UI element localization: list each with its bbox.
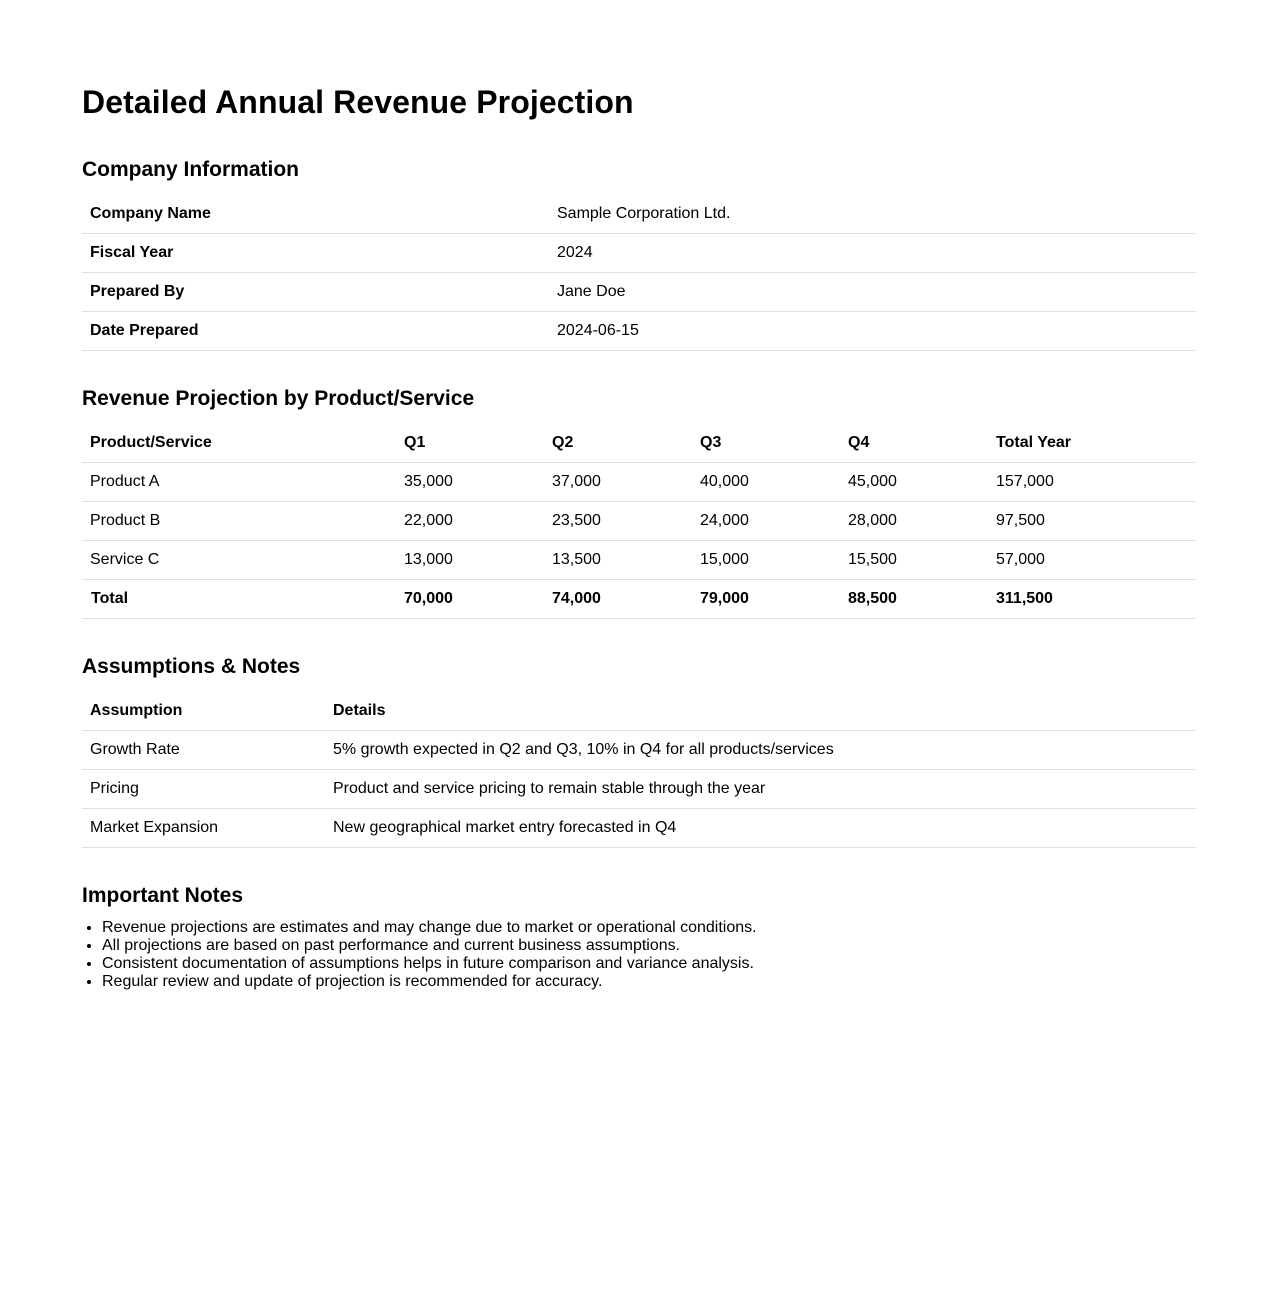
company-name-label: Company Name — [82, 195, 549, 234]
cell-total-year: 57,000 — [988, 541, 1196, 580]
revenue-heading: Revenue Projection by Product/Service — [82, 387, 475, 410]
list-item: • Revenue projections are estimates and may change due to market or operational conditions. — [102, 919, 1196, 937]
cell-total-year: 97,500 — [988, 502, 1196, 541]
cell-assumption: Growth Rate — [82, 731, 325, 770]
cell-assumption: Pricing — [82, 770, 325, 809]
cell-q2: 23,500 — [544, 502, 692, 541]
cell-assumption: Market Expansion — [82, 809, 325, 848]
table-row — [82, 234, 1196, 273]
table-row — [82, 731, 1196, 770]
list-item: • Consistent documentation of assumptions helps in future comparison and variance analysis. — [102, 955, 1196, 973]
table-row — [82, 541, 1196, 580]
cell-details: New geographical market entry forecasted in Q4 — [325, 809, 1196, 848]
list-item: • All projections are based on past performance and current business assumptions. — [102, 937, 1196, 955]
total-label: Total — [82, 580, 396, 619]
total-q4: 88,500 — [840, 580, 988, 619]
fiscal-year-value: 2024 — [549, 234, 1196, 273]
assumptions-table — [82, 692, 1196, 848]
assumptions-heading: Assumptions & Notes — [82, 655, 301, 678]
cell-q3: 40,000 — [692, 463, 840, 502]
column-header-q1: Q1 — [396, 424, 544, 463]
cell-q2: 13,500 — [544, 541, 692, 580]
table-header-row — [82, 424, 1196, 463]
total-q3: 79,000 — [692, 580, 840, 619]
table-row — [82, 809, 1196, 848]
cell-details: 5% growth expected in Q2 and Q3, 10% in Q4 for all products/services — [325, 731, 1196, 770]
column-header-q3: Q3 — [692, 424, 840, 463]
cell-product: Product B — [82, 502, 396, 541]
cell-q4: 15,500 — [840, 541, 988, 580]
cell-q3: 15,000 — [692, 541, 840, 580]
company-info-heading: Company Information — [82, 158, 300, 181]
cell-q2: 37,000 — [544, 463, 692, 502]
table-row — [82, 273, 1196, 312]
cell-product: Product A — [82, 463, 396, 502]
column-header-total-year: Total Year — [988, 424, 1196, 463]
page-title: Detailed Annual Revenue Projection — [82, 84, 634, 120]
cell-q4: 45,000 — [840, 463, 988, 502]
cell-total-year: 157,000 — [988, 463, 1196, 502]
column-header-product: Product/Service — [82, 424, 396, 463]
table-row — [82, 770, 1196, 809]
company-info-table — [82, 195, 1196, 351]
cell-details: Product and service pricing to remain stable through the year — [325, 770, 1196, 809]
table-row — [82, 195, 1196, 234]
prepared-by-label: Prepared By — [82, 273, 549, 312]
column-header-q4: Q4 — [840, 424, 988, 463]
total-q2: 74,000 — [544, 580, 692, 619]
cell-q1: 35,000 — [396, 463, 544, 502]
total-q1: 70,000 — [396, 580, 544, 619]
table-header-row — [82, 692, 1196, 731]
table-row — [82, 463, 1196, 502]
date-prepared-value: 2024-06-15 — [549, 312, 1196, 351]
cell-q4: 28,000 — [840, 502, 988, 541]
table-row — [82, 312, 1196, 351]
list-item: • Regular review and update of projection is recommended for accuracy. — [102, 973, 1196, 991]
important-notes-heading: Important Notes — [82, 884, 244, 907]
company-name-value: Sample Corporation Ltd. — [549, 195, 1196, 234]
table-row — [82, 502, 1196, 541]
cell-q1: 22,000 — [396, 502, 544, 541]
total-year: 311,500 — [988, 580, 1196, 619]
cell-q3: 24,000 — [692, 502, 840, 541]
total-row — [82, 580, 1196, 619]
prepared-by-value: Jane Doe — [549, 273, 1196, 312]
fiscal-year-label: Fiscal Year — [82, 234, 549, 273]
column-header-q2: Q2 — [544, 424, 692, 463]
column-header-details: Details — [325, 692, 1196, 731]
revenue-table — [82, 424, 1196, 619]
important-notes-list — [82, 919, 1196, 991]
cell-product: Service C — [82, 541, 396, 580]
column-header-assumption: Assumption — [82, 692, 325, 731]
date-prepared-label: Date Prepared — [82, 312, 549, 351]
cell-q1: 13,000 — [396, 541, 544, 580]
